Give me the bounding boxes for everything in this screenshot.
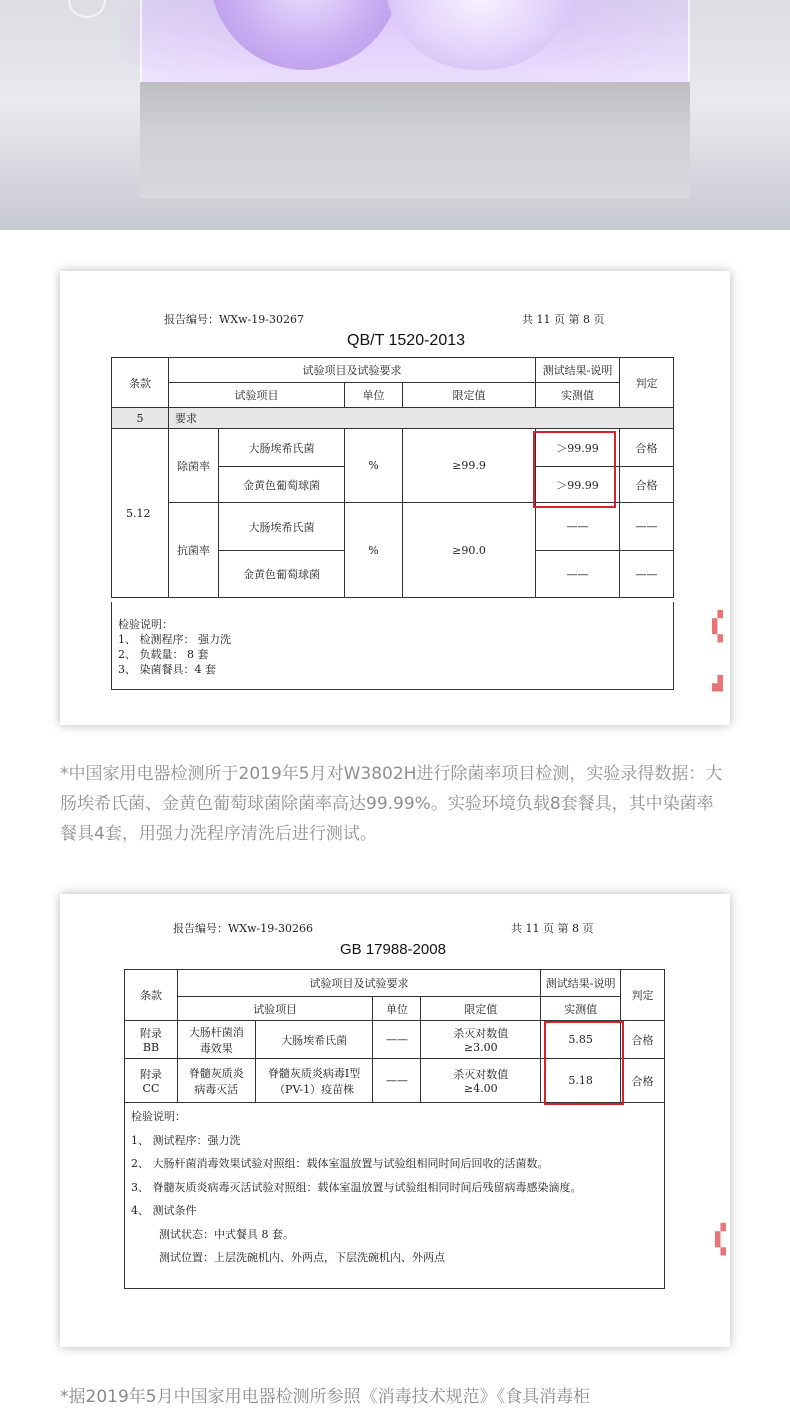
category-cell	[177, 1021, 255, 1059]
bacteria-name: 大肠埃希氏菌	[219, 429, 345, 467]
limit-line: ≥4.00	[463, 1082, 498, 1095]
verdict-value: ——	[620, 503, 674, 551]
unit-value: ——	[373, 1059, 421, 1103]
note-line: 1、 检测程序： 强力洗	[118, 633, 231, 646]
measured-value: ＞99.99	[536, 467, 620, 503]
group-name: 除菌率	[169, 429, 219, 503]
clause-line: 附录	[139, 1027, 162, 1040]
note-line: 测试状态：中式餐具 8 套。	[159, 1227, 294, 1241]
header-result-desc: 测试结果-说明	[536, 358, 620, 383]
test-notes	[131, 1105, 582, 1270]
verdict-value: ——	[620, 551, 674, 598]
header-measured: 实测值	[541, 997, 621, 1021]
note-line: 检验说明：	[131, 1110, 186, 1123]
report-number: 报告编号：WXw-19-30266	[173, 922, 313, 935]
note-line: 检验说明：	[118, 618, 173, 631]
report-number: 报告编号：WXw-19-30267	[164, 313, 304, 326]
highlight-box	[533, 431, 616, 508]
bacteria-name: 金黄色葡萄球菌	[219, 551, 345, 598]
clause-line: CC	[142, 1082, 160, 1095]
header-measured: 实测值	[536, 383, 620, 408]
note-line: 3、 脊髓灰质炎病毒灭活试验对照组：载体室温放置与试验组相同时间后残留病毒感染滴度。	[131, 1180, 582, 1194]
caption-report-2: *据2019年5月中国家用电器检测所参照《消毒技术规范》《食具消毒柜	[60, 1387, 591, 1407]
item-line: 脊髓灰质炎病毒Ⅰ型	[267, 1066, 361, 1080]
header-limit: 限定值	[403, 383, 536, 408]
clause-cell	[125, 1059, 178, 1103]
header-verdict: 判定	[621, 970, 665, 1021]
note-line: 4、 测试条件	[131, 1204, 197, 1217]
bacteria-name: 金黄色葡萄球菌	[219, 467, 345, 503]
caption-report-1: *中国家用电器检测所于2019年5月对W3802H进行除菌率项目检测，实验录得数据：大肠埃希氏菌、金黄色葡萄球菌除菌率高达99.99%。实验环境负载8套餐具，其中染菌率餐具4套，用强力洗程序清洗后进行测试。	[60, 764, 723, 844]
category-line: 大肠杆菌消	[188, 1025, 244, 1039]
category-cell	[177, 1059, 255, 1103]
header-item: 试验项目	[177, 997, 373, 1021]
measured-value: 5.85	[541, 1021, 621, 1059]
category-line: 病毒灭活	[194, 1082, 239, 1096]
header-items-req: 试验项目及试验要求	[177, 970, 540, 997]
test-report-2	[60, 894, 730, 1347]
note-line: 2、 负载量： 8 套	[118, 648, 209, 661]
limit-value: ≥99.9	[403, 429, 536, 503]
header-limit: 限定值	[421, 997, 541, 1021]
measured-value: ——	[536, 551, 620, 598]
red-seal-stamp-fragment: ▟	[712, 676, 723, 692]
limit-line: 杀灭对数值	[453, 1068, 509, 1081]
note-line: 2、 大肠杆菌消毒效果试验对照组：载体室温放置与试验组相同时间后回收的活菌数。	[131, 1157, 549, 1170]
limit-line: ≥3.00	[463, 1041, 498, 1054]
note-line: 1、 测试程序：强力洗	[131, 1133, 241, 1147]
table-row	[112, 503, 674, 551]
unit-value: ——	[373, 1021, 421, 1059]
header-verdict: 判定	[620, 358, 674, 408]
bacteria-name: 大肠埃希氏菌	[219, 503, 345, 551]
section-name: 要求	[169, 408, 674, 429]
header-result-desc: 测试结果-说明	[541, 970, 621, 997]
header-item: 试验项目	[169, 383, 345, 408]
clause-line: 附录	[139, 1068, 162, 1081]
note-line: 测试位置：上层洗碗机内、外两点，下层洗碗机内、外两点	[159, 1251, 445, 1264]
verdict-value: 合格	[621, 1059, 665, 1103]
page-info: 共 11 页 第 8 页	[511, 922, 594, 935]
rack-wire	[68, 0, 106, 18]
test-notes	[118, 617, 231, 677]
clause-number: 5.12	[112, 429, 169, 598]
verdict-value: 合格	[621, 1021, 665, 1059]
unit-value: %	[345, 429, 403, 503]
section-number: 5	[112, 408, 169, 429]
display-pedestal	[140, 82, 690, 198]
header-clause: 条款	[112, 358, 169, 408]
clause-cell	[125, 1021, 178, 1059]
red-seal-stamp: ▞ ▚	[712, 611, 723, 643]
limit-cell	[421, 1021, 541, 1059]
verdict-value: 合格	[620, 467, 674, 503]
verdict-value: 合格	[620, 429, 674, 467]
unit-value: %	[345, 503, 403, 598]
page-info: 共 11 页 第 8 页	[522, 313, 605, 326]
red-seal-stamp: ▞ ▚	[715, 1224, 726, 1256]
measured-value: ——	[536, 503, 620, 551]
highlight-box	[544, 1021, 624, 1105]
product-image	[0, 0, 790, 230]
header-items-req: 试验项目及试验要求	[169, 358, 536, 383]
standard-title: GB 17988-2008	[340, 941, 446, 958]
test-report-1	[60, 271, 730, 725]
header-unit: 单位	[373, 997, 421, 1021]
header-clause: 条款	[125, 970, 178, 1021]
clause-line: BB	[142, 1041, 160, 1054]
limit-value: ≥90.0	[403, 503, 536, 598]
standard-title: QB/T 1520-2013	[347, 332, 466, 349]
header-unit: 单位	[345, 383, 403, 408]
group-name: 抗菌率	[169, 503, 219, 598]
note-line: 3、 染菌餐具：4 套	[118, 663, 216, 676]
measured-value: 5.18	[541, 1059, 621, 1103]
item-cell: 大肠埃希氏菌	[255, 1021, 373, 1059]
category-line: 毒效果	[199, 1041, 233, 1055]
item-line: （PV-1）疫苗株	[274, 1082, 355, 1096]
measured-value: ＞99.99	[536, 429, 620, 467]
category-line: 脊髓灰质炎	[188, 1066, 244, 1080]
limit-cell	[421, 1059, 541, 1103]
limit-line: 杀灭对数值	[453, 1027, 509, 1040]
item-cell	[255, 1059, 373, 1103]
